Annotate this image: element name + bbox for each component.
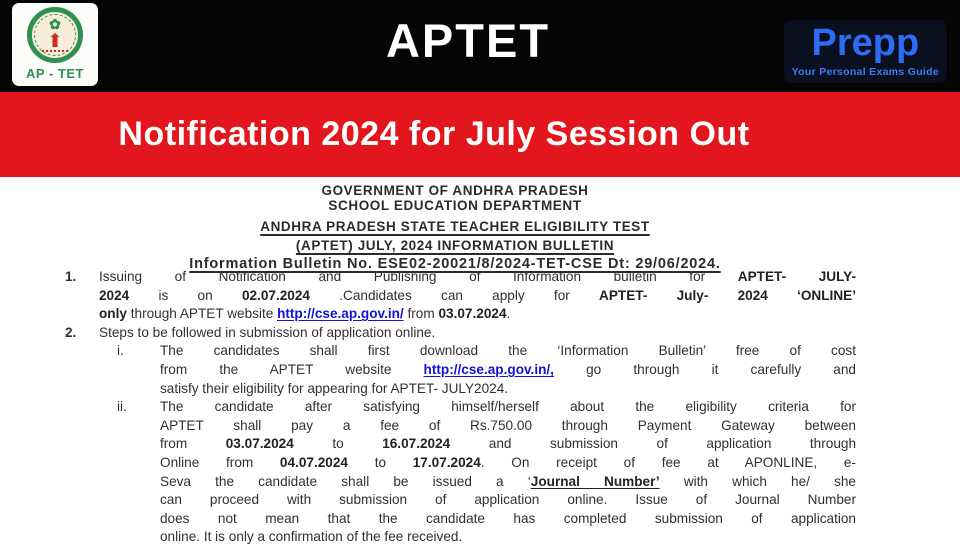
document-text: APTET- July- 2024 ‘ONLINE’ [599, 287, 856, 303]
document-page [0, 177, 960, 545]
prepp-wordmark: Prepp [811, 22, 920, 64]
document-text: 17.07.2024 [412, 454, 481, 470]
document-text: go through it carefully and [553, 361, 856, 377]
app-header [0, 0, 960, 92]
prepp-tagline: Your Personal Exams Guide [791, 66, 939, 78]
document-line [160, 510, 856, 529]
document-line [99, 324, 856, 343]
document-text: Steps to be followed in submission of application online. [99, 324, 436, 340]
document-line [99, 287, 856, 306]
document-text: can proceed with submission of application online. Issue of Journal Number [160, 492, 856, 508]
document-text: does not mean that the candidate has completed submission of application [160, 510, 856, 526]
document-line [99, 268, 856, 287]
document-line [160, 491, 856, 510]
document-text: 2024 [99, 287, 130, 303]
document-text: is on [129, 287, 242, 303]
page-title: APTET [385, 14, 551, 67]
document-text: 04.07.2024 [279, 454, 348, 470]
document-heading: SCHOOL EDUCATION DEPARTMENT [328, 197, 582, 213]
document-text: from the APTET website [160, 361, 424, 377]
document-text: to [347, 454, 413, 470]
document-line [160, 417, 856, 436]
document-link[interactable]: http://cse.ap.gov.in/ [277, 306, 404, 322]
aptet-logo-caption: AP - TET [26, 66, 84, 81]
seal-flower-icon: ✿ [49, 16, 61, 32]
document-line [99, 305, 856, 324]
document-text: 16.07.2024 [382, 436, 451, 452]
document-text: 03.07.2024 [225, 436, 294, 452]
list-item [64, 324, 856, 343]
document-line [160, 473, 856, 492]
document-text: The candidate after satisfying himself/herself about the eligibility criteria for [160, 399, 856, 415]
document-heading: (APTET) JULY, 2024 INFORMATION BULLETIN [295, 237, 615, 253]
document-text: .Candidates can apply for [309, 287, 600, 303]
document-text: . On receipt of fee at APONLINE, e- [480, 454, 856, 470]
document-text: from [403, 306, 439, 322]
document-text: 02.07.2024 [241, 287, 310, 303]
document-text: only [99, 306, 127, 322]
document-text: with which he/ she [659, 473, 856, 489]
list-item [64, 398, 856, 547]
document-line [160, 528, 856, 547]
document-heading: Information Bulletin No. ESE02-20021/8/2024-TET-CSE Dt: 29/06/2024. [189, 256, 721, 272]
document-text: and submission of application through [450, 436, 857, 452]
document-body [64, 268, 856, 547]
document-text: APTET shall pay a fee of Rs.750.00 through Payment Gateway between [160, 417, 856, 433]
document-heading: GOVERNMENT OF ANDHRA PRADESH [321, 183, 589, 198]
document-line [160, 398, 856, 417]
document-text: 03.07.2024 [438, 306, 507, 322]
document-text: online. It is only a confirmation of the fee received. [160, 529, 463, 545]
notification-banner [0, 92, 960, 177]
document-text: The candidates shall first download the ‘Information Bulletin’ free of cost [160, 343, 856, 359]
document-text: Online from [160, 454, 280, 470]
document-text: satisfy their eligibility for appearing for APTET- JULY2024. [160, 380, 509, 396]
document-line [160, 380, 856, 399]
document-link[interactable]: http://cse.ap.gov.in/, [423, 361, 554, 377]
list-item [64, 268, 856, 324]
document-text: Journal Number’ [530, 473, 660, 489]
document-text: to [293, 436, 383, 452]
list-item [64, 342, 856, 398]
document-text: . [506, 306, 511, 322]
list-marker: 2. [65, 324, 77, 340]
notification-banner-text: Notification 2024 for July Session Out [118, 115, 750, 153]
document-line [160, 454, 856, 473]
document-text: Issuing of Notification and Publishing of Information bulletin for [99, 269, 738, 284]
document-text: APTET- JULY- [737, 269, 856, 284]
document-text: Seva the candidate shall be issued a ‘ [160, 473, 531, 489]
list-marker: ii. [117, 399, 127, 415]
document-headings [55, 184, 855, 272]
document-heading: ANDHRA PRADESH STATE TEACHER ELIGIBILITY TEST [260, 219, 650, 234]
document-line [160, 361, 856, 380]
list-marker: i. [117, 343, 124, 359]
document-text: from [160, 436, 226, 452]
document-line [160, 342, 856, 361]
document-text: through APTET website [126, 306, 278, 322]
document-line [160, 435, 856, 454]
list-marker: 1. [65, 269, 77, 284]
prepp-logo [784, 20, 947, 83]
